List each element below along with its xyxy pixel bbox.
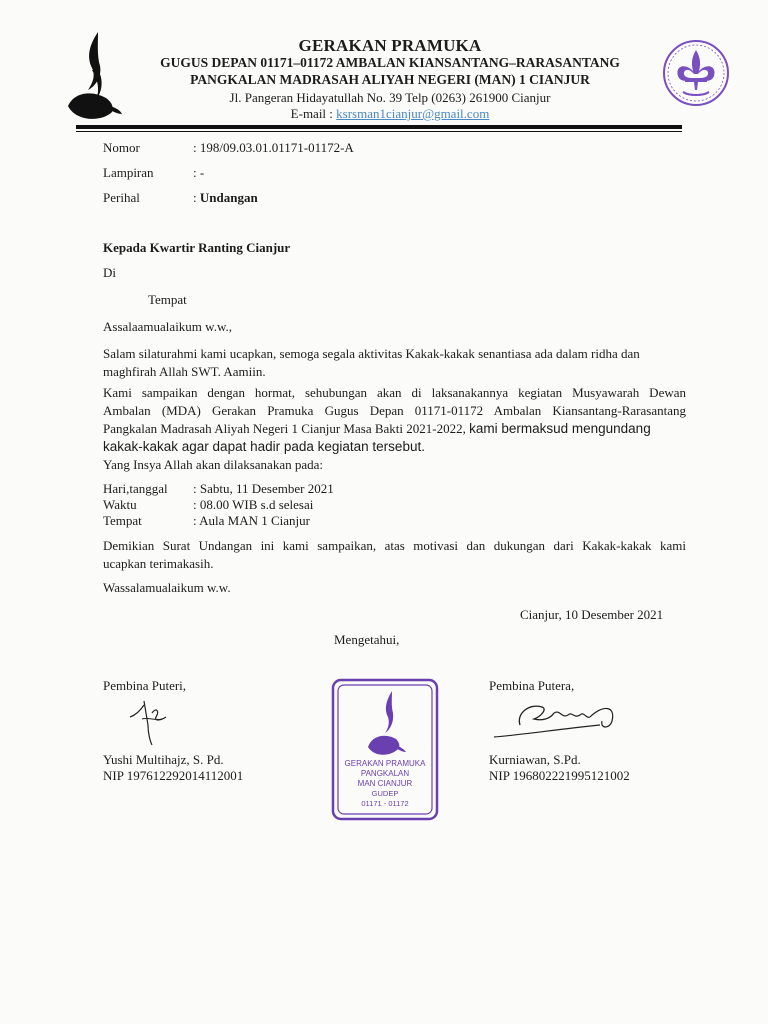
lampiran-label: Lampiran [103,165,154,180]
para2-line4: kakak-kakak agar dapat hadir pada kegiatan tersebut. [103,439,425,454]
paragraph-closing [103,537,686,573]
para2-line2: Ambalan (MDA) Gerakan Pramuka Gugus Depan 01171-01172 Ambalan Kiansantang-Rarasantang [103,403,686,418]
stamp-line2: PANGKALAN [360,769,410,778]
header-divider-thick [76,125,682,129]
mengetahui: Mengetahui, [334,632,400,647]
perihal-label: Perihal [103,190,140,205]
official-stamp [330,677,440,822]
stamp-tunas-icon [368,691,406,755]
right-signature-icon [490,695,630,743]
left-signatory-nip: NIP 197612292014112001 [103,768,244,783]
greeting: Assalaamualaikum w.w., [103,319,233,334]
stamp-line1: GERAKAN PRAMUKA [344,759,426,768]
event-date-label: Hari,tanggal [103,481,168,496]
event-time-label: Waktu [103,497,137,512]
event-date-value: : Sabtu, 11 Desember 2021 [193,481,334,496]
stamp-line3: MAN CIANJUR [357,779,413,788]
place-date: Cianjur, 10 Desember 2021 [520,607,664,622]
right-signatory-name: Kurniawan, S.Pd. [489,752,581,767]
left-signature-icon [126,695,176,747]
recipient-di: Di [103,265,116,280]
perihal-value: Undangan [199,190,258,205]
org-name: GERAKAN PRAMUKA [298,36,482,55]
closing-line2: ucapkan terimakasih. [103,556,214,571]
para2-line3b: kami bermaksud mengundang [469,421,651,436]
lampiran-value: : - [193,165,205,180]
right-signatory-title: Pembina Putera, [489,678,575,693]
para2-line3a: Pangkalan Madrasah Aliyah Negeri 1 Cianjur Masa Bakti 2021-2022, [103,421,470,436]
address-line: Jl. Pangeran Hidayatullah No. 39 Telp (0263) 261900 Cianjur [229,90,551,105]
paragraph-invitation [103,384,686,474]
right-signatory-nip: NIP 196802221995121002 [489,768,630,783]
unit-line: GUGUS DEPAN 01171–01172 AMBALAN KIANSANTANG–RARASANTANG [160,55,620,70]
closing-line1: Demikian Surat Undangan ini kami sampaikan, atas motivasi dan dukungan dari Kakak-kakak kami [103,538,686,553]
nomor-label: Nomor [103,140,140,155]
closing-salam: Wassalamualaikum w.w. [103,580,231,595]
para1-line1: Salam silaturahmi kami ucapkan, semoga segala aktivitas Kakak-kakak senantiasa ada dalam ridha dan [103,346,640,361]
perihal-value-wrap [193,190,258,206]
para2-line1: Kami sampaikan dengan hormat, sehubungan akan di laksanakannya kegiatan Musyawarah Dewan [103,385,686,400]
event-place-value: : Aula MAN 1 Cianjur [193,513,310,528]
para2-line5: Yang Insya Allah akan dilaksanakan pada: [103,457,323,472]
stamp-line4: GUDEP [371,789,399,798]
nomor-value: : 198/09.03.01.01171-01172-A [193,140,354,155]
recipient-line: Kepada Kwartir Ranting Cianjur [103,240,291,255]
para1-line2: maghfirah Allah SWT. Aamiin. [103,364,266,379]
email-label: E-mail : [290,106,337,121]
paragraph-salam [103,345,686,381]
event-place-label: Tempat [103,513,142,528]
perihal-colon: : [193,190,200,205]
school-line: PANGKALAN MADRASAH ALIYAH NEGERI (MAN) 1 CIANJUR [190,72,590,87]
fleur-de-lis-emblem-icon [661,38,731,108]
event-time-value: : 08.00 WIB s.d selesai [193,497,314,512]
para2-line3 [103,420,686,438]
left-signatory-title: Pembina Puteri, [103,678,187,693]
email-line [110,107,670,120]
stamp-line5: 01171 - 01172 [361,799,409,808]
left-signatory-name: Yushi Multihajz, S. Pd. [103,752,224,767]
email-link[interactable]: ksrsman1cianjur@gmail.com [336,106,490,121]
recipient-tempat: Tempat [148,292,187,307]
header-divider-thin [76,131,682,132]
